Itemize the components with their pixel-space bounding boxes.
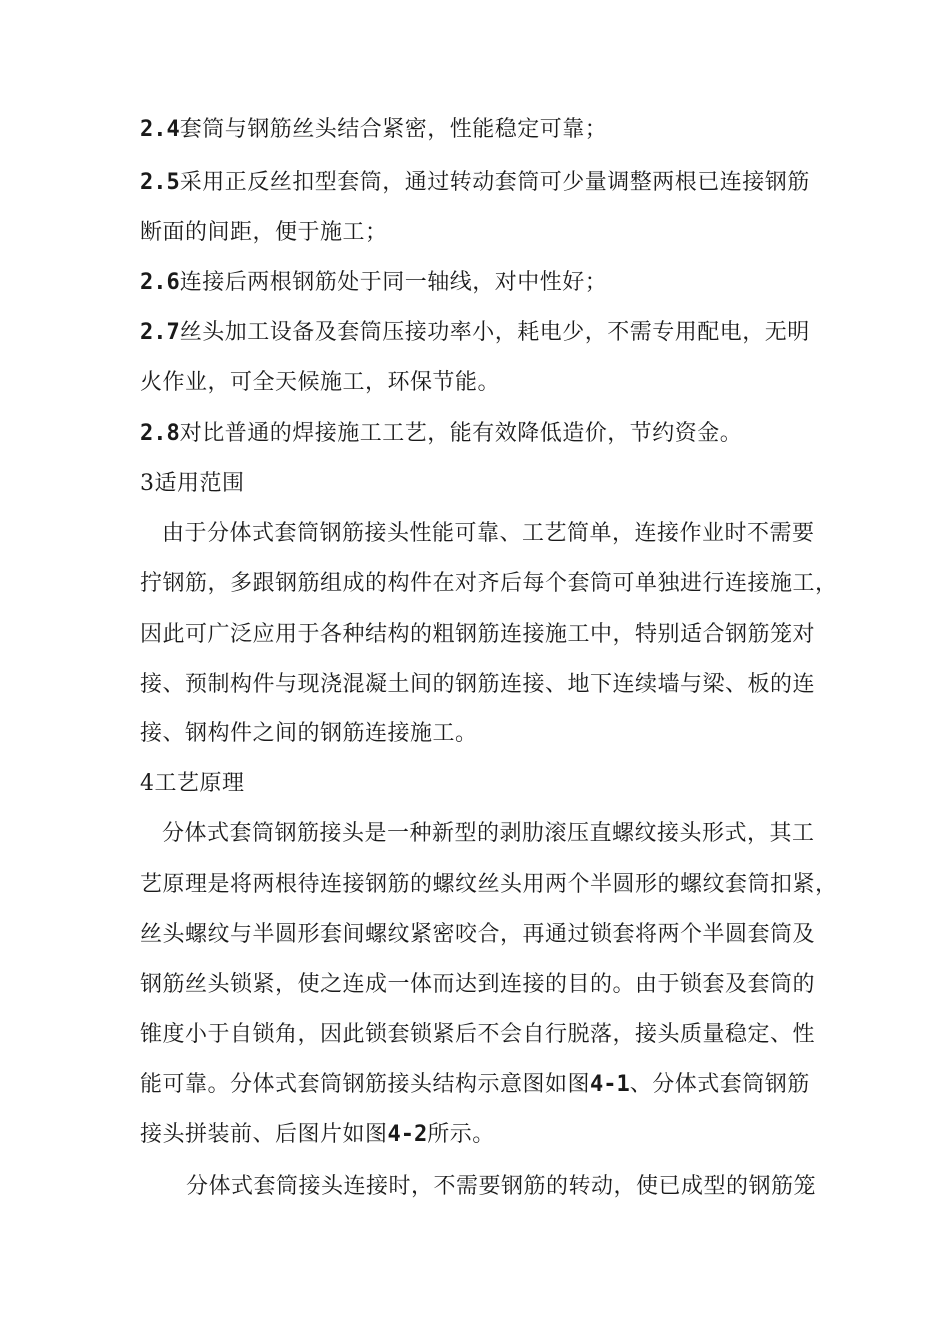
section-3-line-4: 接、预制构件与现浇混凝土间的钢筋连接、地下连续墙与梁、板的连 <box>140 672 816 697</box>
item-2-4 <box>140 117 607 143</box>
section-3-line-5: 接、钢构件之间的钢筋连接施工。 <box>140 721 478 746</box>
item-2-6 <box>140 270 607 296</box>
item-2-5 <box>140 170 810 196</box>
section-4-line-6 <box>140 1072 810 1098</box>
figure-reference: 4-1 <box>590 1072 630 1097</box>
section-4-line-7 <box>140 1122 495 1148</box>
item-2-5-continued <box>140 220 388 246</box>
section-3-line-2: 拧钢筋，多跟钢筋组成的构件在对齐后每个套筒可单独进行连接施工， <box>140 571 838 596</box>
item-text: 采用正反丝扣型套筒，通过转动套筒可少量调整两根已连接钢筋 <box>179 170 810 195</box>
section-4-line-5: 锥度小于自锁角，因此锁套锁紧后不会自行脱落，接头质量稳定、性 <box>140 1022 816 1047</box>
item-number: 2.4 <box>140 117 180 142</box>
item-text: 套筒与钢筋丝头结合紧密，性能稳定可靠； <box>179 117 608 142</box>
section-4-line-4: 钢筋丝头锁紧，使之连成一体而达到连接的目的。由于锁套及套筒的 <box>140 972 816 997</box>
item-2-8 <box>140 421 742 447</box>
item-number: 2.8 <box>140 421 180 446</box>
section-4-paragraph-2: 分体式套筒接头连接时，不需要钢筋的转动，使已成型的钢筋笼 <box>186 1174 817 1199</box>
text-segment: 能可靠。分体式套筒钢筋接头结构示意图如图 <box>140 1072 591 1097</box>
item-number: 2.6 <box>140 270 180 295</box>
item-2-7 <box>140 320 810 346</box>
item-text: 丝头加工设备及套筒压接功率小，耗电少，不需专用配电，无明 <box>179 320 810 345</box>
section-4-line-1: 分体式套筒钢筋接头是一种新型的剥肋滚压直螺纹接头形式，其工 <box>162 821 815 846</box>
section-3-line-1: 由于分体式套筒钢筋接头性能可靠、工艺简单，连接作业时不需要 <box>162 521 815 546</box>
section-4-heading: 4工艺原理 <box>140 771 245 796</box>
text-segment: 、分体式套筒钢筋 <box>629 1072 810 1097</box>
section-3-heading: 3适用范围 <box>140 471 245 496</box>
item-2-7-continued <box>140 370 500 396</box>
text-segment: 接头拼装前、后图片如图 <box>140 1122 388 1147</box>
section-4-line-2: 艺原理是将两根待连接钢筋的螺纹丝头用两个半圆形的螺纹套筒扣紧， <box>140 872 838 897</box>
section-3-line-3: 因此可广泛应用于各种结构的粗钢筋连接施工中，特别适合钢筋笼对 <box>140 622 816 647</box>
item-number: 2.5 <box>140 170 180 195</box>
item-text: 火作业，可全天候施工，环保节能。 <box>140 370 501 395</box>
text-segment: 所示。 <box>427 1122 495 1147</box>
item-number: 2.7 <box>140 320 180 345</box>
item-text: 对比普通的焊接施工工艺，能有效降低造价，节约资金。 <box>179 421 743 446</box>
figure-reference: 4-2 <box>387 1122 428 1147</box>
item-text: 断面的间距，便于施工； <box>140 220 388 245</box>
item-text: 连接后两根钢筋处于同一轴线，对中性好； <box>179 270 608 295</box>
section-4-line-3: 丝头螺纹与半圆形套间螺纹紧密咬合，再通过锁套将两个半圆套筒及 <box>140 922 816 947</box>
